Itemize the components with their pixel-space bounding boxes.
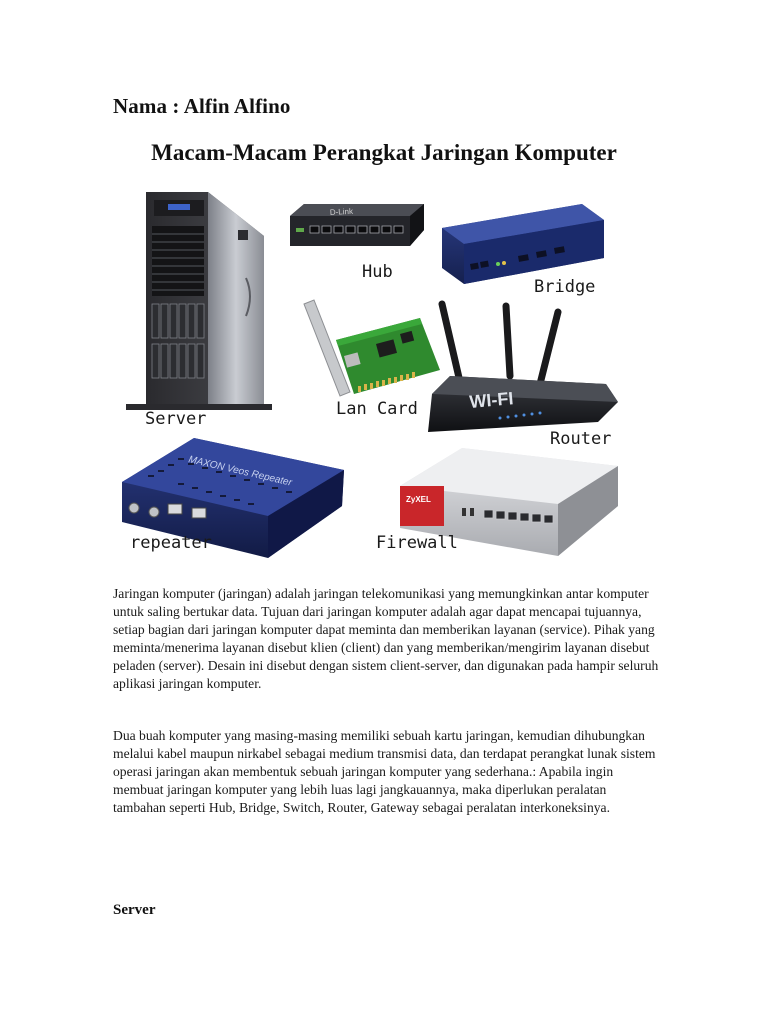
repeater-brand-text: MAXON Veos Repeater — [187, 454, 293, 489]
label-lan-card: Lan Card — [336, 399, 418, 419]
label-router: Router — [550, 429, 612, 449]
author-name: Nama : Alfin Alfino — [113, 94, 291, 118]
label-server: Server — [145, 409, 207, 429]
label-repeater: repeater — [130, 533, 212, 553]
router-device — [428, 304, 618, 432]
firewall-brand-text: ZyXEL — [406, 495, 431, 504]
body-paragraph: Dua buah komputer yang masing-masing memiliki sebuah kartu jaringan, kemudian dihubungkan melalui kabel maupun nirkabel sebagai medium transmisi data, dan terdapat perangkat lunak sistem operasi jaringan akan membentuk sebuah jaringan komputer yang sederhana.: Apabila ingin membuat jaringan komputer yang lebih luas lagi jangkauannya, maka diperlukan peralatan tambahan seperti Hub, Bridge, Switch, Router, Gateway sebagai peralatan interkoneksinya. — [113, 728, 656, 816]
hub-device — [290, 204, 424, 246]
hub-brand-text: D-Link — [329, 206, 354, 217]
label-firewall: Firewall — [376, 533, 458, 553]
router-wifi-text: WI-FI — [468, 388, 515, 412]
label-bridge: Bridge — [534, 277, 596, 297]
page-title: Macam-Macam Perangkat Jaringan Komputer — [151, 140, 617, 165]
bridge-device — [442, 204, 604, 284]
lan-card-device — [304, 300, 440, 396]
section-heading-server: Server — [113, 902, 156, 918]
network-devices-figure — [118, 186, 626, 564]
label-hub: Hub — [362, 262, 393, 282]
body-paragraph: Jaringan komputer (jaringan) adalah jaringan telekomunikasi yang memungkinkan antar komputer untuk saling bertukar data. Tujuan dari jaringan komputer adalah agar dapat mencapai tujuannya, setiap bagian dari jaringan komputer dapat meminta dan memberikan layanan (service). Pihak yang meminta/menerima layanan disebut klien (client) dan yang memberikan/mengirim layanan disebut peladen (server). Desain ini disebut dengan sistem client-server, dan digunakan pada hampir seluruh aplikasi jaringan komputer. — [113, 586, 659, 692]
server-device — [126, 192, 272, 410]
